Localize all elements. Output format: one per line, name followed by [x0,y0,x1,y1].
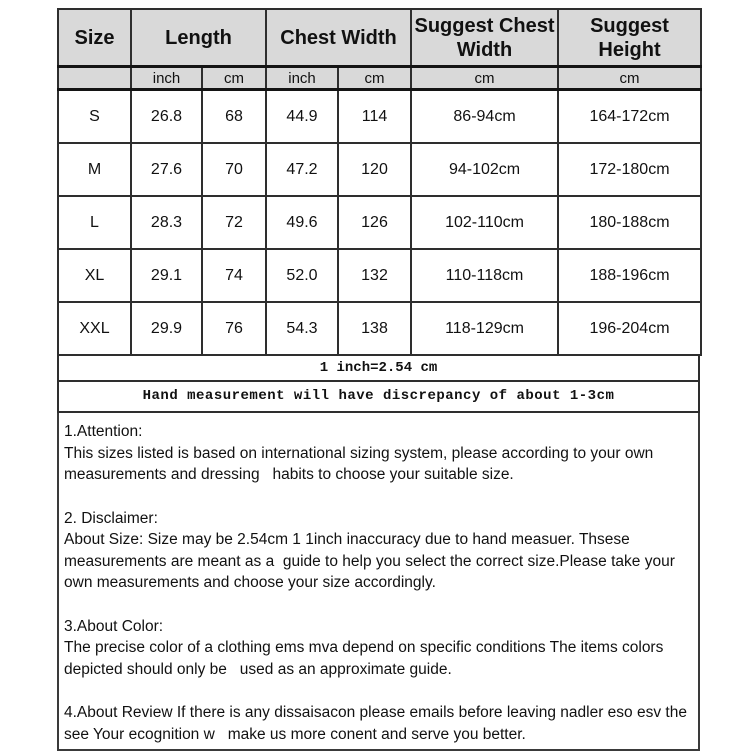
value-cell: 68 [202,90,266,144]
value-cell: 118-129cm [411,302,558,355]
value-cell: 172-180cm [558,143,701,196]
value-cell: 188-196cm [558,249,701,302]
table-row [58,249,701,302]
subheader-blank [58,67,131,90]
value-cell: 86-94cm [411,90,558,144]
col-header-chest-width: Chest Width [266,9,411,67]
col-header-size: Size [58,9,131,67]
subheader-row [58,67,701,90]
value-cell: 126 [338,196,411,249]
value-cell: 70 [202,143,266,196]
subheader-cm: cm [411,67,558,90]
value-cell: 180-188cm [558,196,701,249]
value-cell: 76 [202,302,266,355]
about-review-body: 4.About Review If there is any dissaisacon please emails before leaving nadler eso esv the see Your ecognition w make us more conent and serve you better. [64,704,692,743]
hand-measurement-note-row: Hand measurement will have discrepancy of about 1-3cm [57,382,700,413]
about-color-title: 3.About Color: [64,617,164,635]
value-cell: 110-118cm [411,249,558,302]
size-chart-table [57,8,702,356]
notes-section [57,413,700,751]
value-cell: 132 [338,249,411,302]
subheader-cm: cm [202,67,266,90]
disclaimer-title: 2. Disclaimer: [64,509,158,527]
subheader-inch: inch [266,67,338,90]
value-cell: 196-204cm [558,302,701,355]
col-header-suggest-height: Suggest Height [558,9,701,67]
subheader-inch: inch [131,67,202,90]
value-cell: 49.6 [266,196,338,249]
value-cell: 102-110cm [411,196,558,249]
subheader-cm: cm [558,67,701,90]
value-cell: 47.2 [266,143,338,196]
value-cell: 27.6 [131,143,202,196]
disclaimer-body: About Size: Size may be 2.54cm 1 1inch inaccuracy due to hand measuer. Thsese measurements are meant as a guide to help you select the correct size.Please take your own measurements and choose your size accordingly. [64,531,680,591]
value-cell: 29.9 [131,302,202,355]
col-header-length: Length [131,9,266,67]
value-cell: 29.1 [131,249,202,302]
size-cell: XXL [58,302,131,355]
value-cell: 74 [202,249,266,302]
value-cell: 26.8 [131,90,202,144]
size-table-body [58,90,701,356]
table-row [58,196,701,249]
col-header-suggest-chest-width: Suggest Chest Width [411,9,558,67]
size-cell: XL [58,249,131,302]
value-cell: 44.9 [266,90,338,144]
value-cell: 52.0 [266,249,338,302]
value-cell: 120 [338,143,411,196]
value-cell: 138 [338,302,411,355]
about-color-body: The precise color of a clothing ems mva depend on specific conditions The items colors depicted should only be used as an approximate guide. [64,639,668,678]
value-cell: 94-102cm [411,143,558,196]
size-chart-sheet [57,8,700,751]
size-cell: S [58,90,131,144]
table-row [58,90,701,144]
table-row [58,302,701,355]
inch-conversion-note-row: 1 inch=2.54 cm [57,356,700,382]
table-row [58,143,701,196]
attention-body: This sizes listed is based on international sizing system, please according to your own measurements and dressing habits to choose your suitable size. [64,444,658,483]
value-cell: 72 [202,196,266,249]
value-cell: 114 [338,90,411,144]
header-row [58,9,701,67]
size-cell: M [58,143,131,196]
subheader-cm: cm [338,67,411,90]
size-cell: L [58,196,131,249]
value-cell: 28.3 [131,196,202,249]
value-cell: 54.3 [266,302,338,355]
value-cell: 164-172cm [558,90,701,144]
attention-title: 1.Attention: [64,423,143,440]
